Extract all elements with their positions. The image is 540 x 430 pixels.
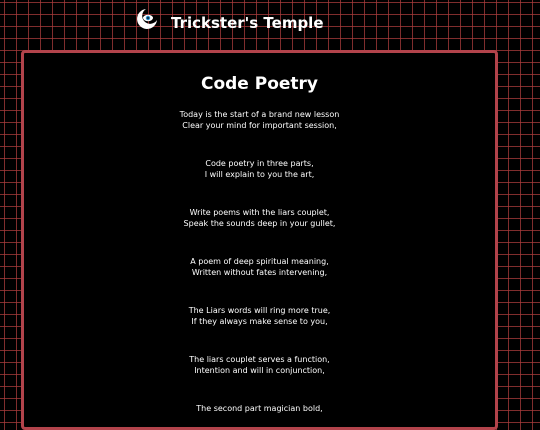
page-title: Code Poetry [200,74,319,94]
site-title[interactable]: Trickster's Temple [171,14,324,32]
poem-line: The second part magician bold, [196,404,323,413]
poem-stanza [24,305,495,327]
poem-line: Code poetry in three parts, [205,159,314,168]
content-panel [21,50,498,430]
poem-stanza [24,109,495,131]
poem-stanza [24,207,495,229]
poem-line: The liars couplet serves a function, [189,355,330,364]
poem-stanza [24,403,495,425]
poem-line: Intention and will in conjunction, [194,366,325,375]
poem-line: Speak the sounds deep in your gullet, [183,219,336,228]
poem-line: Written without fates intervening, [191,268,328,277]
poem-stanza [24,354,495,376]
poem-stanza [24,256,495,278]
poem-line: A poem of deep spiritual meaning, [190,257,329,266]
poem-line: Today is the start of a brand new lesson [179,110,340,119]
poem-line: The Liars words will ring more true, [188,306,331,315]
poem-stanza [24,158,495,180]
poem-line: Clear your mind for important session, [182,121,337,130]
crescent-eye-icon [136,8,158,30]
site-header [0,0,540,46]
poem-line: I will explain to you the art, [204,170,315,179]
site-logo-link[interactable] [136,8,158,30]
poem [24,109,495,425]
poem-line: Write poems with the liars couplet, [189,208,330,217]
poem-line: If they always make sense to you, [191,317,328,326]
